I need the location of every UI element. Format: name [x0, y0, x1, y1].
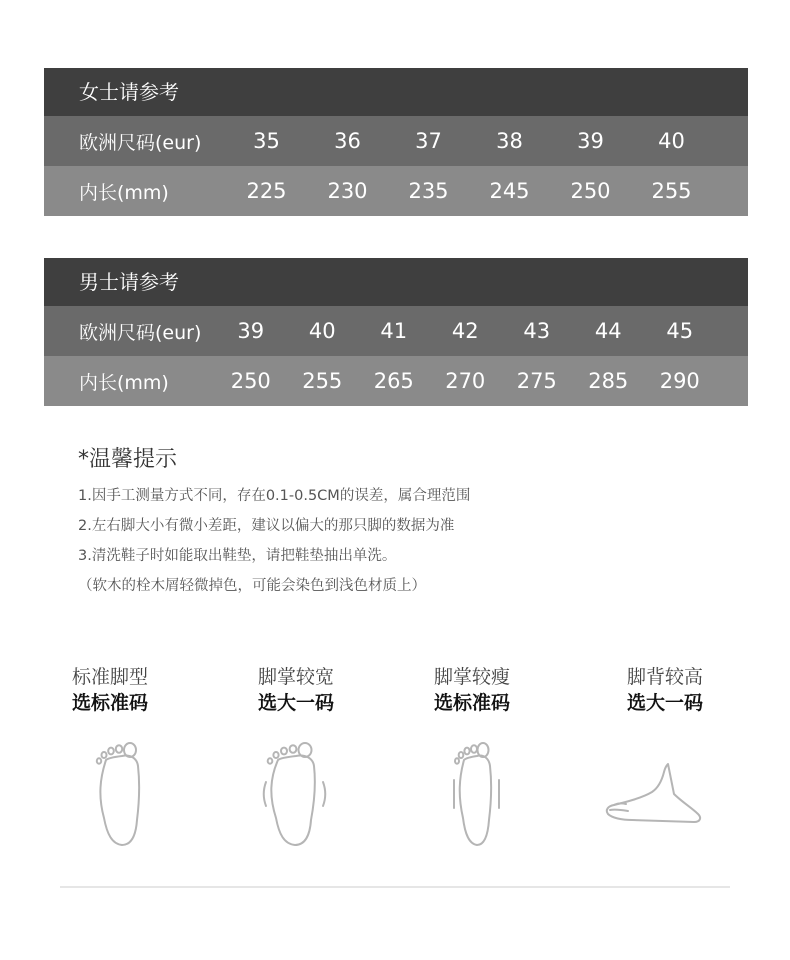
foot-type-narrow: [434, 664, 594, 716]
men-length-cell: 265: [373, 369, 414, 393]
foot-type-advice: 选大一码: [627, 692, 704, 714]
women-length-cell: 250: [570, 179, 611, 203]
women-eur-cell: 39: [577, 129, 604, 153]
foot-type-title: 脚背较高: [627, 666, 704, 688]
narrow-foot-icon: [446, 738, 510, 850]
women-eur-cell: 37: [415, 129, 442, 153]
tips-title: *温馨提示: [78, 447, 178, 472]
men-length-cell: 290: [659, 369, 700, 393]
tip-line: 3.清洗鞋子时如能取出鞋垫，请把鞋垫抽出单洗。: [78, 548, 397, 564]
women-eur-label: 欧洲尺码(eur): [79, 131, 202, 154]
women-length-row: [44, 166, 748, 216]
wide-foot-icon: [260, 738, 332, 850]
women-eur-cell: 35: [253, 129, 280, 153]
foot-type-advice: 选标准码: [72, 692, 149, 714]
men-eur-cell: 45: [666, 319, 694, 343]
tip-line: （软木的栓木屑轻微掉色，可能会染色到浅色材质上）: [78, 578, 426, 594]
foot-type-advice: 选大一码: [258, 692, 335, 714]
men-length-cell: 285: [588, 369, 629, 393]
high-instep-foot-icon: [602, 760, 712, 830]
foot-type-advice: 选标准码: [434, 692, 511, 714]
foot-type-standard: [72, 664, 232, 716]
foot-type-title: 脚掌较瘦: [434, 666, 511, 688]
women-length-cell: 255: [651, 179, 692, 203]
bottom-divider: [60, 886, 730, 888]
foot-type-title: 脚掌较宽: [258, 666, 335, 688]
men-length-label: 内长(mm): [79, 371, 169, 394]
tips-section: [78, 442, 470, 601]
men-eur-cell: 41: [380, 319, 408, 343]
men-length-cell: 255: [302, 369, 343, 393]
women-eur-row: [44, 116, 748, 166]
women-length-cell: 235: [408, 179, 449, 203]
men-eur-cell: 42: [451, 319, 479, 343]
men-eur-cell: 40: [308, 319, 336, 343]
men-eur-cell: 39: [237, 319, 265, 343]
men-table-title: 男士请参考: [44, 258, 748, 306]
foot-type-wide: [258, 664, 418, 716]
women-eur-cell: 40: [658, 129, 685, 153]
women-eur-cell: 38: [496, 129, 523, 153]
women-eur-cell: 36: [334, 129, 361, 153]
men-eur-cell: 43: [523, 319, 551, 343]
foot-type-title: 标准脚型: [72, 666, 149, 688]
foot-type-guide: [0, 664, 790, 864]
men-eur-row: [44, 306, 748, 356]
women-table-title: 女士请参考: [44, 68, 748, 116]
men-length-row: [44, 356, 748, 406]
men-length-cell: 275: [516, 369, 557, 393]
men-size-table: [44, 258, 748, 406]
men-length-cell: 270: [445, 369, 486, 393]
standard-foot-icon: [92, 738, 152, 850]
women-size-table: [44, 68, 748, 216]
tip-line: 1.因手工测量方式不同，存在0.1-0.5CM的误差，属合理范围: [78, 488, 471, 504]
foot-type-high-instep: [627, 664, 787, 716]
women-length-cell: 245: [489, 179, 530, 203]
women-length-label: 内长(mm): [79, 181, 169, 204]
men-eur-cell: 44: [594, 319, 622, 343]
men-length-cell: 250: [230, 369, 271, 393]
women-length-cell: 230: [327, 179, 368, 203]
tip-line: 2.左右脚大小有微小差距，建议以偏大的那只脚的数据为准: [78, 518, 455, 534]
men-eur-label: 欧洲尺码(eur): [79, 321, 202, 344]
women-length-cell: 225: [246, 179, 287, 203]
